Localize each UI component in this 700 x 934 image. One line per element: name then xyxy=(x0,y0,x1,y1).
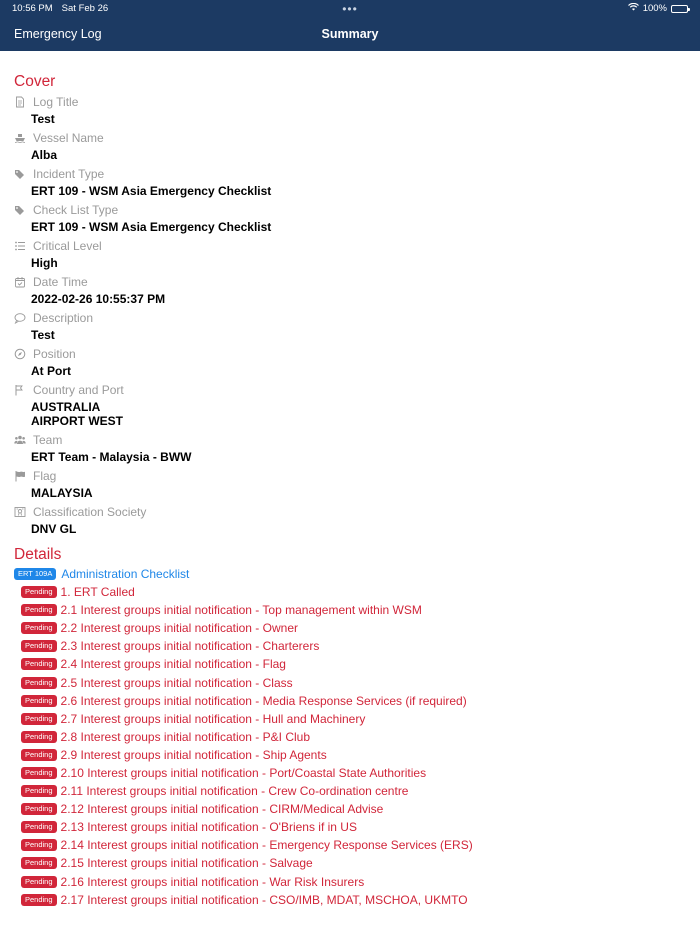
field-label-row xyxy=(14,129,686,147)
field-label: Log Title xyxy=(33,95,79,109)
status-badge: Pending xyxy=(21,640,57,652)
checklist-item-label: 2.1 Interest groups initial notification - Top management within WSM xyxy=(60,603,422,618)
cover-field-date-time xyxy=(14,273,686,306)
checklist-item[interactable] xyxy=(14,800,686,818)
checklist-item[interactable] xyxy=(14,873,686,891)
cover-field-vessel-name xyxy=(14,129,686,162)
checklist-item[interactable] xyxy=(14,692,686,710)
checklist-item[interactable] xyxy=(14,891,686,909)
compass-icon xyxy=(14,348,26,360)
field-value: DNV GL xyxy=(31,522,77,536)
status-time: 10:56 PM xyxy=(12,3,53,14)
checklist-item-label: 2.5 Interest groups initial notification - Class xyxy=(60,675,293,690)
checklist-item-label: 2.17 Interest groups initial notification - CSO/IMB, MDAT, MSCHOA, UKMTO xyxy=(60,892,468,907)
status-badge: Pending xyxy=(21,803,57,815)
list-icon xyxy=(14,240,26,252)
status-badge: Pending xyxy=(21,857,57,869)
checklist-title-link[interactable]: Administration Checklist xyxy=(61,566,190,581)
field-value: Test xyxy=(31,328,55,342)
field-label-row xyxy=(14,431,686,449)
field-label-row xyxy=(14,309,686,327)
checklist-item-label: 2.11 Interest groups initial notification - Crew Co-ordination centre xyxy=(60,784,409,799)
navigation-bar xyxy=(0,17,700,51)
checklist-item[interactable] xyxy=(14,836,686,854)
cover-field-position xyxy=(14,345,686,378)
status-badge: Pending xyxy=(21,695,57,707)
field-value: ERT 109 - WSM Asia Emergency Checklist xyxy=(31,184,272,198)
checklist-item[interactable] xyxy=(14,601,686,619)
checklist-item[interactable] xyxy=(14,818,686,836)
status-badge: Pending xyxy=(21,894,57,906)
checklist-item[interactable] xyxy=(14,746,686,764)
checklist-item-label: 2.15 Interest groups initial notification - Salvage xyxy=(60,856,313,871)
checklist-item-label: 2.6 Interest groups initial notification - Media Response Services (if required) xyxy=(60,693,467,708)
status-badge: Pending xyxy=(21,622,57,634)
cover-field-log-title xyxy=(14,93,686,126)
field-label: Position xyxy=(33,347,76,361)
cover-heading: Cover xyxy=(14,73,56,90)
multitasking-dots-icon[interactable]: ••• xyxy=(342,2,358,16)
field-value: High xyxy=(31,256,58,270)
checklist-item-label: 2.14 Interest groups initial notification - Emergency Response Services (ERS) xyxy=(60,838,473,853)
checklist-item-label: 2.2 Interest groups initial notification - Owner xyxy=(60,621,298,636)
cover-field-team xyxy=(14,431,686,464)
status-badge: Pending xyxy=(21,876,57,888)
field-value: MALAYSIA xyxy=(31,486,93,500)
status-badge: Pending xyxy=(21,767,57,779)
field-label-row xyxy=(14,93,686,111)
certificate-icon xyxy=(14,506,26,518)
document-icon xyxy=(14,96,26,108)
field-label-row xyxy=(14,237,686,255)
field-label: Country and Port xyxy=(33,383,124,397)
field-label-row xyxy=(14,273,686,291)
battery-icon xyxy=(671,5,688,13)
status-badge: Pending xyxy=(21,677,57,689)
field-value: AUSTRALIA AIRPORT WEST xyxy=(31,400,123,428)
checklist-item[interactable] xyxy=(14,710,686,728)
field-label-row xyxy=(14,165,686,183)
checklist-header[interactable] xyxy=(14,566,686,581)
team-icon xyxy=(14,434,26,446)
calendar-icon xyxy=(14,276,26,288)
checklist-item-label: 2.13 Interest groups initial notification - O'Briens if in US xyxy=(60,820,357,835)
page-title: Summary xyxy=(321,27,379,41)
comment-icon xyxy=(14,312,26,324)
checklist-item[interactable] xyxy=(14,782,686,800)
tags-icon xyxy=(14,204,26,216)
field-label: Description xyxy=(33,311,94,325)
cover-field-classification-society xyxy=(14,503,686,536)
status-badge: Pending xyxy=(21,586,57,598)
field-label: Flag xyxy=(33,469,57,483)
field-label-row xyxy=(14,467,686,485)
checklist-item[interactable] xyxy=(14,637,686,655)
status-badge: Pending xyxy=(21,731,57,743)
status-date: Sat Feb 26 xyxy=(61,3,109,14)
field-label-row xyxy=(14,503,686,521)
field-value: ERT Team - Malaysia - BWW xyxy=(31,450,192,464)
checklist-item[interactable] xyxy=(14,854,686,872)
checklist-item-label: 2.10 Interest groups initial notification - Port/Coastal State Authorities xyxy=(60,765,427,780)
cover-field-check-list-type xyxy=(14,201,686,234)
checklist-item[interactable] xyxy=(14,673,686,691)
battery-percent: 100% xyxy=(642,3,667,14)
field-label-row xyxy=(14,201,686,219)
checklist-item-label: 2.9 Interest groups initial notification - Ship Agents xyxy=(60,747,327,762)
details-heading: Details xyxy=(14,546,62,563)
checklist-items xyxy=(14,583,686,909)
status-badge: Pending xyxy=(21,839,57,851)
field-label: Check List Type xyxy=(33,203,119,217)
field-value: Alba xyxy=(31,148,58,162)
cover-field-country-and-port xyxy=(14,381,686,428)
checklist-item-label: 1. ERT Called xyxy=(60,585,135,600)
summary-content xyxy=(0,73,700,909)
field-label: Critical Level xyxy=(33,239,102,253)
checklist-item-label: 2.12 Interest groups initial notification - CIRM/Medical Advise xyxy=(60,802,384,817)
status-badge: Pending xyxy=(21,749,57,761)
field-value: ERT 109 - WSM Asia Emergency Checklist xyxy=(31,220,272,234)
status-badge: Pending xyxy=(21,713,57,725)
cover-field-description xyxy=(14,309,686,342)
checklist-item[interactable] xyxy=(14,655,686,673)
field-label: Date Time xyxy=(33,275,88,289)
cover-field-incident-type xyxy=(14,165,686,198)
checklist-code-badge: ERT 109A xyxy=(14,568,56,580)
cover-fields xyxy=(14,93,686,536)
status-badge: Pending xyxy=(21,821,57,833)
field-label-row xyxy=(14,381,686,399)
status-badge: Pending xyxy=(21,658,57,670)
checklist-item[interactable] xyxy=(14,728,686,746)
flag-icon xyxy=(14,470,26,482)
checklist-item-label: 2.4 Interest groups initial notification - Flag xyxy=(60,657,286,672)
field-value: At Port xyxy=(31,364,71,378)
checklist-item[interactable] xyxy=(14,583,686,601)
field-label: Classification Society xyxy=(33,505,147,519)
status-badge: Pending xyxy=(21,604,57,616)
checklist-item[interactable] xyxy=(14,619,686,637)
cover-field-critical-level xyxy=(14,237,686,270)
status-badge: Pending xyxy=(21,785,57,797)
field-label: Vessel Name xyxy=(33,131,104,145)
field-label: Incident Type xyxy=(33,167,105,181)
status-bar xyxy=(0,0,700,17)
field-value: Test xyxy=(31,112,55,126)
checklist-item-label: 2.3 Interest groups initial notification - Charterers xyxy=(60,639,320,654)
checklist-item-label: 2.16 Interest groups initial notification - War Risk Insurers xyxy=(60,874,365,889)
back-button[interactable]: Emergency Log xyxy=(14,27,102,41)
field-label-row xyxy=(14,345,686,363)
checklist-item-label: 2.8 Interest groups initial notification - P&I Club xyxy=(60,729,310,744)
field-label: Team xyxy=(33,433,63,447)
tags-icon xyxy=(14,168,26,180)
wifi-icon xyxy=(628,3,639,14)
cover-field-flag xyxy=(14,467,686,500)
flag-outline-icon xyxy=(14,384,26,396)
checklist-item[interactable] xyxy=(14,764,686,782)
checklist-item-label: 2.7 Interest groups initial notification - Hull and Machinery xyxy=(60,711,366,726)
ship-icon xyxy=(14,132,26,144)
field-value: 2022-02-26 10:55:37 PM xyxy=(31,292,166,306)
